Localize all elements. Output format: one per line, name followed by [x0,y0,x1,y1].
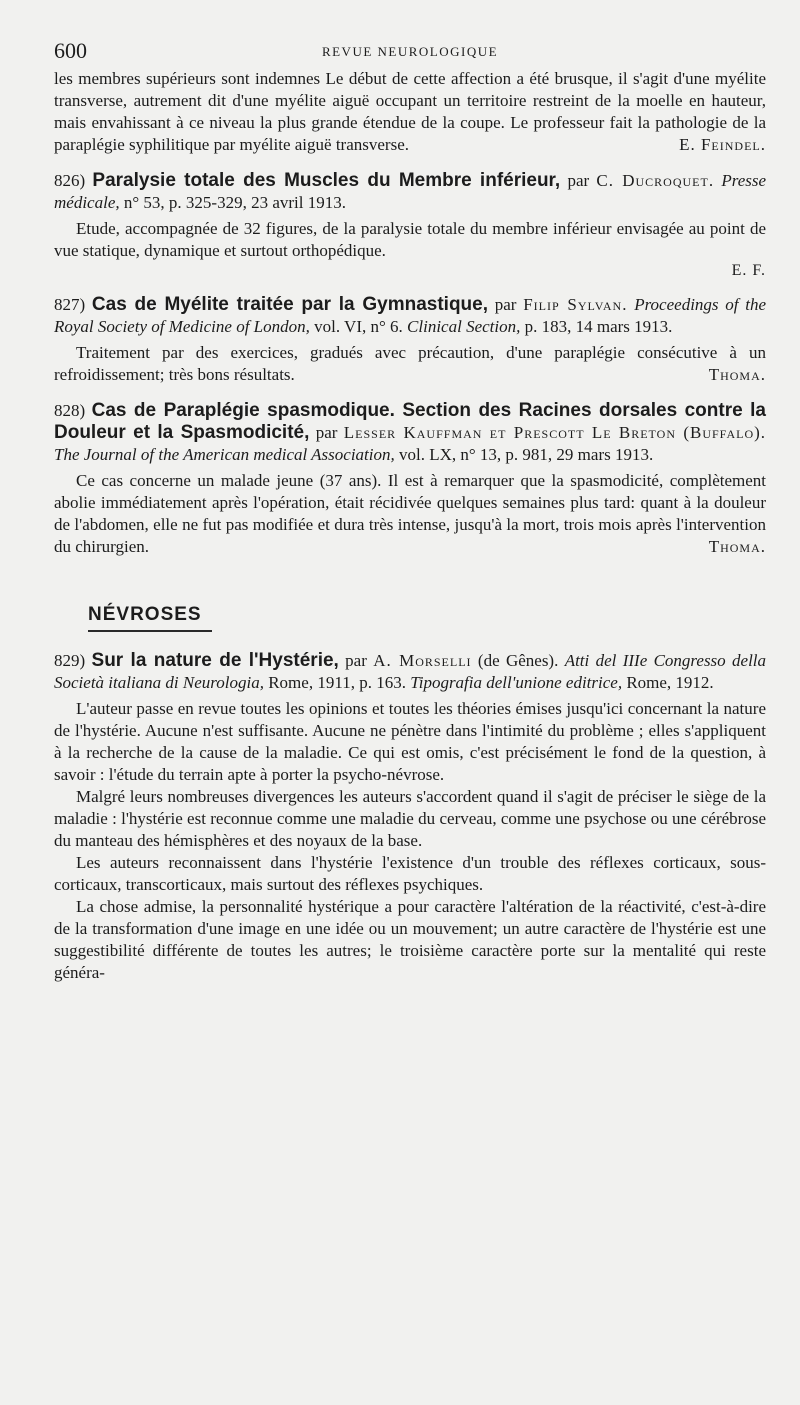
entry-author: Lesser Kauffman et Prescott Le Breton (Buffalo). [343,423,767,442]
intro-abstract [54,68,766,156]
journal-page [54,38,766,984]
entry-number: 827) [54,295,86,314]
entry-heading [54,294,766,338]
page-header [54,38,766,68]
intro-signature: E. Feindel. [679,135,766,154]
intro-paragraph [54,68,766,156]
running-head: REVUE NEUROLOGIQUE [321,44,499,59]
abstract-entry-829 [54,650,766,984]
entry-heading [54,400,766,466]
entry-title: Cas de Paraplégie spasmodique. Section des Racines dorsales contre la Douleur et la Spasmodicité, [54,400,766,443]
section-underline [88,630,212,632]
entry-paragraph-text: Traitement par des exercices, gradués avec précaution, d'une paraplégie consécutive à un refroidissement; très bons résultats. [54,343,766,384]
entry-reference: n° 53, p. 325-329, 23 avril 1913. [123,193,346,212]
abstract-entry-828 [54,400,766,558]
entry-reference: Rome, 1911, p. 163. [268,673,406,692]
entry-paragraph: Malgré leurs nombreuses divergences les auteurs s'accordent quand il s'agit de préciser le siège de la maladie : l'hystérie est reconnue comme une maladie du cerveau, comme une psychose ou une cérébrose du manteau des hémisphères et des noyaux de la base. [54,787,766,850]
entry-paragraph: Les auteurs reconnaissent dans l'hystérie l'existence d'un trouble des réflexes corticaux, sous-corticaux, transcorticaux, mais surtout des réflexes psychiques. [54,853,766,894]
entry-paragraph: L'auteur passe en revue toutes les opinions et toutes les théories émises jusqu'ici concernant la nature de l'hystérie. Aucune n'est suffisante. Aucune ne pénètre dans l'intimité du problème ; elles s'appliquent à la recherche de la cause de la maladie. Ce qui est omis, c'est précisément le fond de la question, à savoir : l'étude du terrain apte à porter la psycho-névrose. [54,699,766,784]
entry-paragraph [54,342,766,386]
entry-by: par [494,295,517,314]
entry-paragraph [54,470,766,558]
entry-journal: Proceedings of the Royal Society of Medicine of London, [54,295,766,336]
entry-by: par [345,651,367,670]
entry-heading [54,170,766,214]
entry-reference-city: Rome, 1912. [626,673,714,692]
entry-journal: The Journal of the American medical Association, [54,445,395,464]
entry-signature: Thoma. [708,537,766,556]
entry-journal-section: Clinical Section, [407,317,521,336]
entry-title: Sur la nature de l'Hystérie, [91,650,339,671]
entry-journal: Atti del IIIe Congresso della Società italiana di Neurologia, [54,651,767,692]
entry-title: Cas de Myélite traitée par la Gymnastique, [91,294,489,315]
abstract-entry-827 [54,294,766,386]
entry-paragraph-text: Ce cas concerne un malade jeune (37 ans). Il est à remarquer que la spasmodicité, complètement abolie immédiatement après l'opération, était récidivée quelques semaines plus tard: quant à la douleur de l'abdomen, elle ne fut pas modifiée et dura très intense, jusqu'à la mort, trois mois après l'intervention du chirurgien. [54,471,766,556]
entry-author: C. Ducroquet. [596,171,715,190]
entry-signature: E. F. [731,262,766,279]
entry-author: A. Morselli [373,651,472,670]
section-heading [88,604,766,632]
entry-publisher: Tipografia dell'unione editrice, [410,673,623,692]
intro-text: les membres supérieurs sont indemnes Le début de cette affection a été brusque, il s'agit d'une myélite transverse, autrement dit d'une myélite aiguë occupant un territoire restreint de la moelle en hauteur, mais envahissant à ce niveau la plus grande étendue de la coupe. Le professeur fait la pathologie de la paraplégie syphilitique par myélite aiguë transverse. [54,69,766,154]
entry-heading [54,650,766,694]
entry-author: Filip Sylvan. [523,295,628,314]
entry-reference-page: p. 183, 14 mars 1913. [524,317,673,336]
section-title-text: NÉVROSES [88,604,202,625]
entry-by: par [567,171,590,190]
entry-number: 826) [54,171,86,190]
entry-signature: Thoma. [708,365,766,384]
entry-reference: vol. LX, n° 13, p. 981, 29 mars 1913. [399,445,654,464]
entry-number: 829) [54,651,86,670]
entry-journal: Presse médicale, [54,171,767,212]
abstract-entry-826 [54,170,766,280]
entry-paragraph: La chose admise, la personnalité hystérique a pour caractère l'altération de la réactivité, c'est-à-dire de la transformation d'une image en une idée ou un mouvement; un autre caractère de l'hystérie est une suggestibilité différente de toutes les autres; le troisième caractère porte sur la mentalité qui reste généra- [54,897,766,982]
entry-by: par [315,423,338,442]
entry-number: 828) [54,401,86,420]
entry-title: Paralysie totale des Muscles du Membre inférieur, [92,170,561,191]
page-number: 600 [54,38,87,63]
entry-place: (de Gênes). [477,651,559,670]
entry-reference: vol. VI, n° 6. [314,317,403,336]
entry-paragraph: Etude, accompagnée de 32 figures, de la paralysie totale du membre inférieur envisagée au point de vue statique, dynamique et surtout orthopédique. [54,219,766,260]
